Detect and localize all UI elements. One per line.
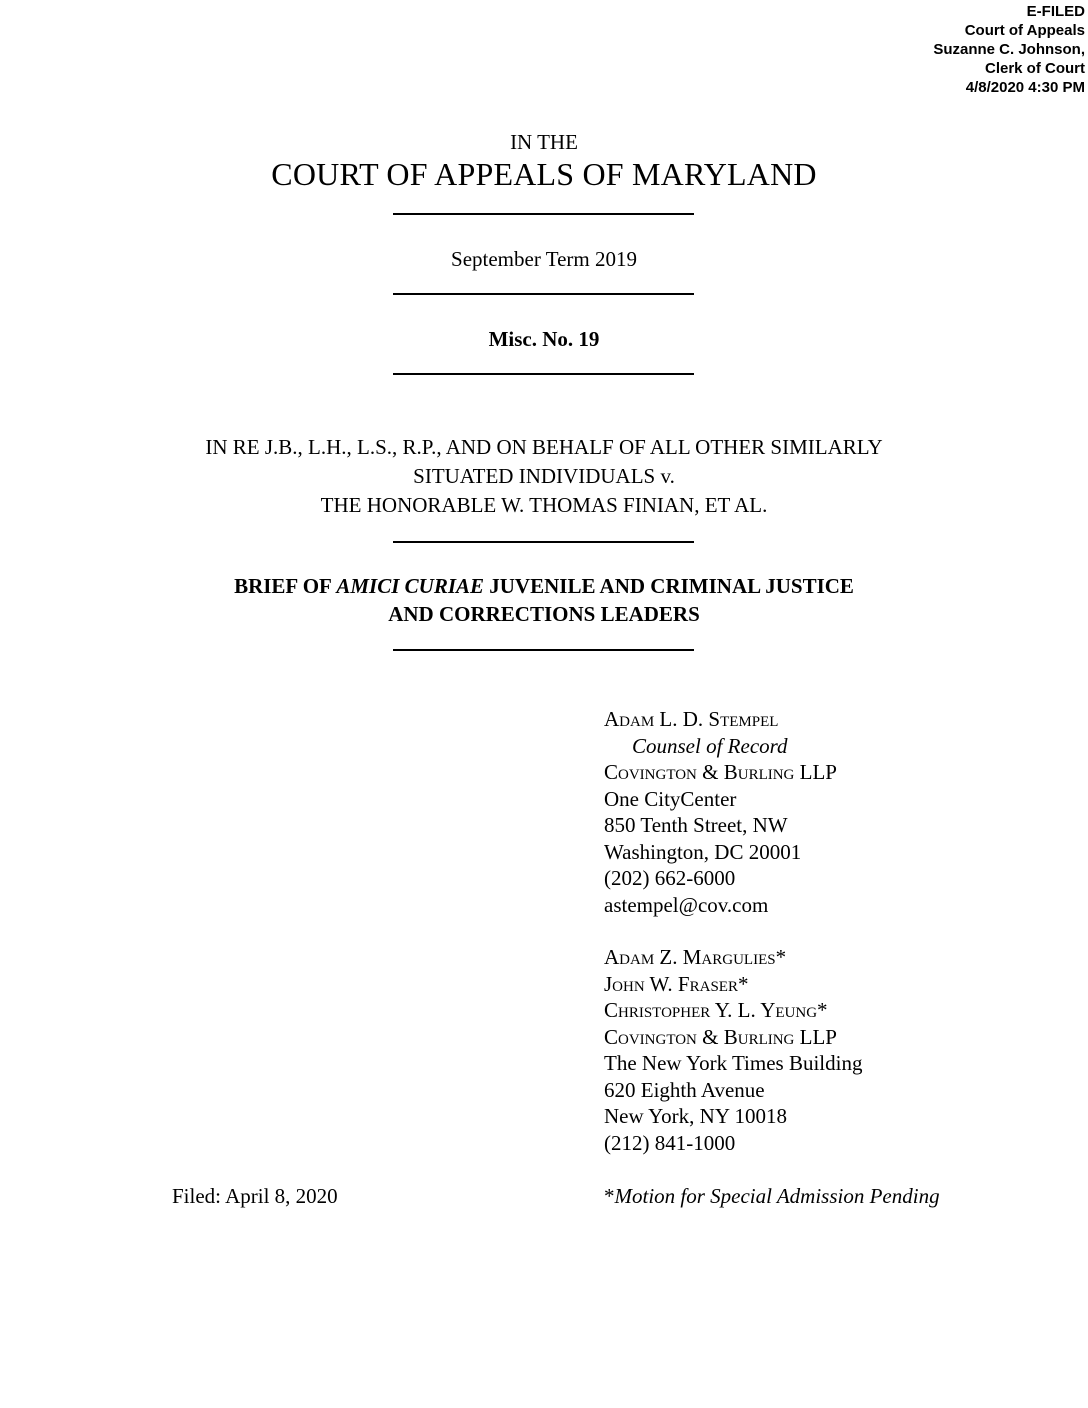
case-caption [0,433,1088,520]
address-line: The New York Times Building [604,1051,863,1075]
divider-rule [393,373,694,375]
docket-number: Misc. No. 19 [488,327,600,351]
phone-number: (212) 841-1000 [604,1130,736,1155]
caption-line: SITUATED INDIVIDUALS v. [413,464,675,488]
address-line: 620 Eighth Avenue [604,1077,765,1102]
caption-line: IN RE J.B., L.H., L.S., R.P., AND ON BEHALF OF ALL OTHER SIMILARLY [205,435,883,459]
counsel-name: Christopher Y. L. Yeung* [604,998,828,1022]
firm-name: Covington & Burling LLP [604,1024,837,1049]
brief-title [0,572,1088,628]
divider-rule [393,293,694,295]
counsel-of-record-block [604,706,837,918]
address-line: Washington, DC 20001 [604,839,802,864]
address-line: New York, NY 10018 [604,1104,787,1128]
term-label: September Term 2019 [451,247,637,271]
brief-title-line: AND CORRECTIONS LEADERS [388,602,700,626]
motion-note [604,1183,940,1209]
address-line: One CityCenter [604,786,737,811]
motion-text: Motion for Special Admission Pending [614,1184,940,1208]
counsel-name: Adam L. D. Stempel [604,707,779,731]
brief-title-italic: AMICI CURIAE [336,574,485,598]
phone-number: (202) 662-6000 [604,866,736,890]
court-name: COURT OF APPEALS OF MARYLAND [271,156,817,192]
brief-title-rest: JUVENILE AND CRIMINAL JUSTICE [484,574,854,598]
counsel-role: Counsel of Record [632,733,788,758]
efiled-stamp [933,2,1085,97]
counsel-name: John W. Fraser* [604,971,749,996]
divider-rule [393,541,694,543]
in-the-heading: IN THE [510,130,578,154]
counsel-name: Adam Z. Margulies* [604,945,787,969]
divider-rule [393,213,694,215]
brief-title-line [0,572,1088,600]
motion-asterisk: * [604,1184,615,1208]
efiled-clerk-title: Clerk of Court [984,60,1085,77]
firm-name: Covington & Burling LLP [604,760,837,784]
additional-counsel-block [604,944,862,1156]
brief-title-prefix: BRIEF OF [234,574,337,598]
divider-rule [393,649,694,651]
address-line: 850 Tenth Street, NW [604,813,788,837]
email-address: astempel@cov.com [604,892,769,917]
efiled-court: Court of Appeals [964,22,1085,39]
efiled-timestamp: 4/8/2020 4:30 PM [965,79,1085,96]
filed-date: Filed: April 8, 2020 [172,1184,338,1208]
efiled-label: E-FILED [1026,3,1085,20]
caption-line: THE HONORABLE W. THOMAS FINIAN, ET AL. [320,493,768,517]
efiled-clerk-name: Suzanne C. Johnson, [933,41,1085,58]
